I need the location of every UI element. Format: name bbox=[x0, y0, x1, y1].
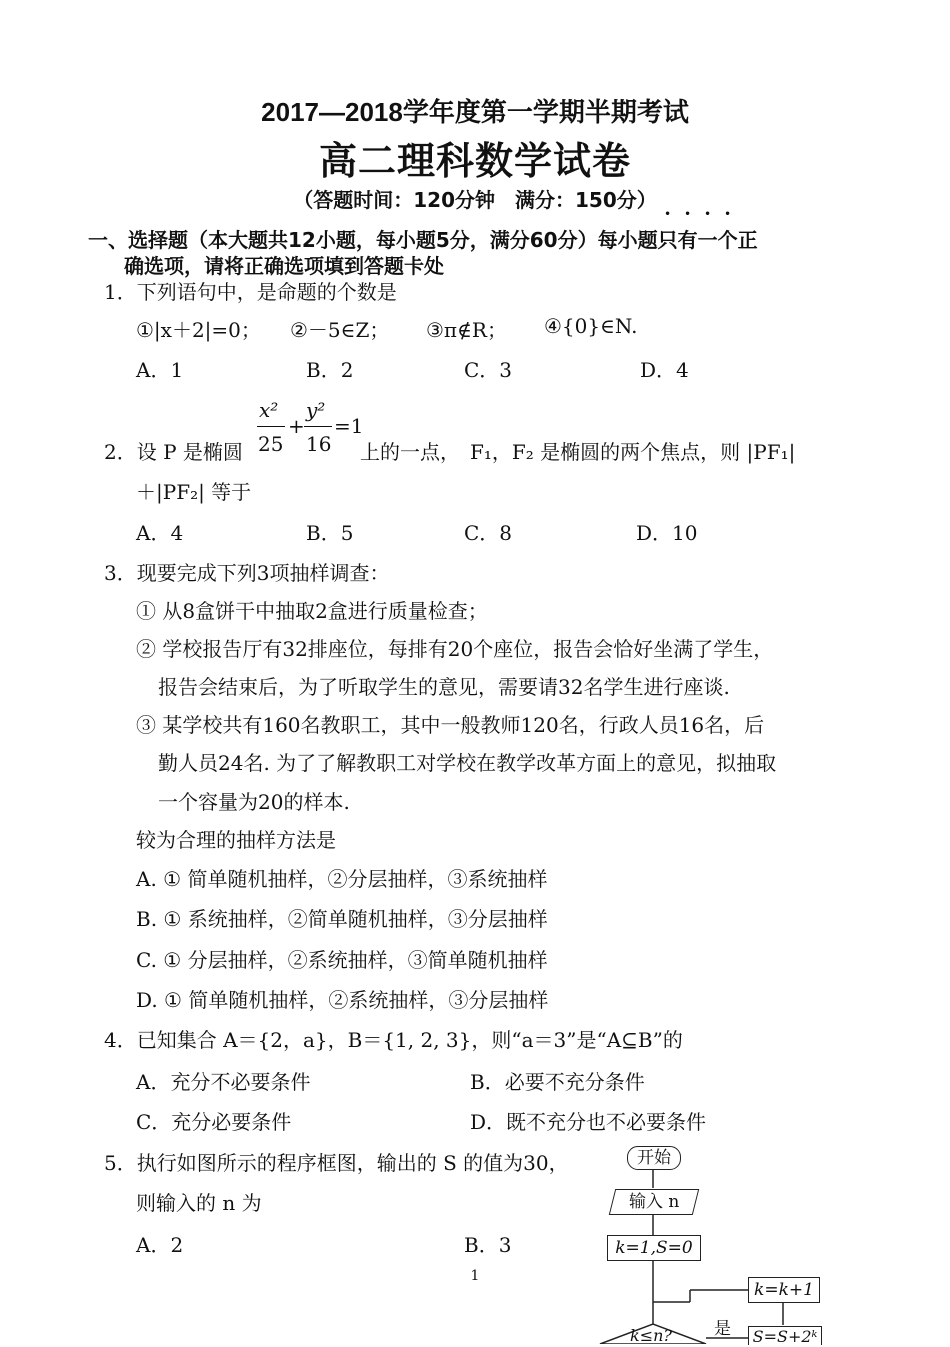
emph-char: 只 bbox=[657, 228, 678, 252]
q2-option-a: A．4 bbox=[136, 521, 184, 545]
q3-option-d: D. ① 简单随机抽样，②系统抽样，③分层抽样 bbox=[136, 988, 549, 1012]
flowchart-increment: k=k+1 bbox=[748, 1277, 820, 1303]
exam-time-info: （答题时间：120分钟 满分：150分） bbox=[293, 188, 657, 212]
q3-ask: 较为合理的抽样方法是 bbox=[136, 828, 336, 852]
q1-option-b: B．2 bbox=[306, 358, 354, 382]
q4-option-a: A．充分不必要条件 bbox=[136, 1070, 311, 1094]
q4-option-c: C．充分必要条件 bbox=[136, 1110, 292, 1134]
q5-option-b: B．3 bbox=[464, 1233, 512, 1257]
q1-item: ①|x＋2|=0； bbox=[136, 318, 261, 342]
q2-stem-a: 2．设 P 是椭圆 bbox=[104, 440, 243, 464]
ellipse-frac1-den: 25 bbox=[258, 432, 284, 456]
q1-option-c: C．3 bbox=[464, 358, 513, 382]
q5-option-a: A．2 bbox=[136, 1233, 184, 1257]
q5-stem-a: 5．执行如图所示的程序框图，输出的 S 的值为30， bbox=[104, 1151, 569, 1175]
q4-stem: 4．已知集合 A＝{2，a}，B＝{1, 2, 3}，则“a＝3”是“A⊆B”的 bbox=[104, 1028, 683, 1052]
flowchart-yes-label: 是 bbox=[714, 1319, 731, 1339]
exam-year-title: 2017—2018学年度第一学期半期考试 bbox=[261, 97, 689, 127]
emph-char: 个 bbox=[717, 228, 738, 252]
emph-char: 一 bbox=[697, 228, 718, 252]
q2-option-c: C．8 bbox=[464, 521, 513, 545]
q3-item2-line1: ② 学校报告厅有32排座位，每排有20个座位，报告会恰好坐满了学生， bbox=[136, 637, 774, 661]
ellipse-frac2-num: y² bbox=[306, 398, 326, 422]
q2-stem-c: ＋|PF₂| 等于 bbox=[136, 480, 252, 504]
flowchart-condition: k≤n? bbox=[630, 1326, 672, 1345]
flowchart-start: 开始 bbox=[627, 1146, 681, 1170]
q1-option-d: D．4 bbox=[640, 358, 689, 382]
q3-option-c: C. ① 分层抽样，②系统抽样，③简单随机抽样 bbox=[136, 948, 548, 972]
q1-item: ④{0}∈N. bbox=[544, 314, 638, 338]
section-heading-a: 一、选择题（本大题共12小题，每小题5分，满分60分）每小题 bbox=[88, 228, 658, 252]
q1-stem: 1．下列语句中，是命题的个数是 bbox=[104, 280, 397, 304]
q3-item2-line2: 报告会结束后，为了听取学生的意见，需要请32名学生进行座谈. bbox=[158, 675, 730, 699]
q4-option-d: D．既不充分也不必要条件 bbox=[470, 1110, 707, 1134]
q3-stem: 3．现要完成下列3项抽样调查： bbox=[104, 561, 390, 585]
q5-stem-b: 则输入的 n 为 bbox=[136, 1191, 262, 1215]
q2-option-d: D．10 bbox=[636, 521, 698, 545]
exam-main-title: 高二理科数学试卷 bbox=[318, 139, 631, 183]
emph-char: 有 bbox=[677, 228, 698, 252]
q3-item1: ① 从8盒饼干中抽取2盒进行质量检查； bbox=[136, 599, 488, 623]
flowchart-update: S=S+2ᵏ bbox=[748, 1326, 822, 1345]
q3-item3-line1: ③ 某学校共有160名教职工，其中一般教师120名，行政人员16名，后 bbox=[136, 713, 765, 737]
section-heading-b: 正 bbox=[737, 228, 758, 252]
q1-option-a: A．1 bbox=[136, 358, 184, 382]
q3-item3-line2: 勤人员24名. 为了了解教职工对学校在教学改革方面上的意见，拟抽取 bbox=[158, 751, 777, 775]
flowchart-input bbox=[609, 1189, 699, 1215]
plus-sign: + bbox=[288, 414, 305, 438]
section-heading-line2: 确选项，请将正确选项填到答题卡处 bbox=[124, 254, 444, 278]
flowchart-input-label: 输入 n bbox=[628, 1192, 680, 1212]
q3-option-b: B. ① 系统抽样，②简单随机抽样，③分层抽样 bbox=[136, 907, 548, 931]
q2-stem-b: 上的一点， F₁，F₂ 是椭圆的两个焦点，则 |PF₁| bbox=[360, 440, 796, 464]
q4-option-b: B．必要不充分条件 bbox=[470, 1070, 645, 1094]
ellipse-frac1-num: x² bbox=[259, 398, 279, 422]
q3-item3-line3: 一个容量为20的样本. bbox=[158, 790, 350, 814]
q2-option-b: B．5 bbox=[306, 521, 354, 545]
page-number: 1 bbox=[470, 1268, 480, 1284]
equals-one: =1 bbox=[334, 414, 364, 438]
q3-option-a: A. ① 简单随机抽样，②分层抽样，③系统抽样 bbox=[136, 867, 548, 891]
flowchart-init: k=1,S=0 bbox=[607, 1235, 701, 1261]
q1-item: ③π∉R； bbox=[426, 318, 507, 342]
ellipse-frac2-den: 16 bbox=[306, 432, 332, 456]
q1-item: ②－5∈Z； bbox=[290, 318, 390, 342]
